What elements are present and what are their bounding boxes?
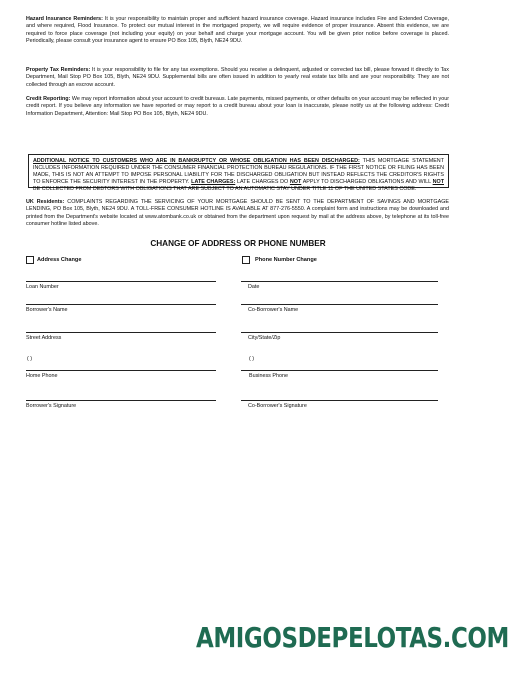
home-phone-label: Home Phone (26, 373, 58, 379)
co-borrower-name-label: Co-Borrower's Name (248, 307, 299, 313)
late-charges-label: LATE CHARGES: (191, 179, 236, 185)
borrower-signature-field[interactable] (26, 400, 216, 401)
borrower-signature-label: Borrower's Signature (26, 403, 77, 409)
bankruptcy-notice-text: THIS MORTGAGE STATEMENT INCLUDES INFORMATION REQUIRED UNDER THE CONSUMER FINANCIAL PROTECTION BUREAU REGULATIONS. IF THE FIRST NOTICE OR FILING HAS BEEN MADE, THIS IS NOT AN ATTEMPT TO IMPOSE PERSONAL LIABILITY FOR THE DISCHARGED OBLIGATION BUT INSTEAD REFLECTS THE CREDITOR'S RIGHTS TO ENFORCE THE SECURITY INTEREST IN THE PROPERTY. (33, 158, 444, 185)
hazard-insurance-text: It is your responsibility to maintain proper and sufficient hazard insurance coverage. Hazard insurance includes Fire and Extended Coverage, and where required, Flood Insurance. To protect our mutual interest in the mortgaged property, we will require evidence of proper insurance. Absent this evidence, we are required to force place coverage (not including your equity) on your behalf and charge your mortgage account. You will be given prior notice before coverage is placed. Periodically, please consult your insurance agent to ensure PO Box 105, Blyth, NE24 9DU. (26, 16, 449, 44)
loan-number-field[interactable] (26, 281, 216, 282)
loan-number-label: Loan Number (26, 284, 59, 290)
date-field[interactable] (241, 281, 438, 282)
date-label: Date (248, 284, 260, 290)
business-phone-area-code: ( ) (249, 356, 255, 362)
bankruptcy-notice-box (28, 154, 449, 192)
borrower-name-field[interactable] (26, 304, 216, 305)
home-phone-area-code: ( ) (27, 356, 33, 362)
credit-reporting-paragraph (26, 96, 449, 118)
credit-reporting-text: We may report information about your account to credit bureaus. Late payments, missed payments, or other defaults on your account may be reflected in your credit report. If you believe any information we have reported or may report to a credit bureau about your loan is inaccurate, please notify us at the following address: Credit Information Department, Attention: Mail Stop PO Box 105, Blyth, NE24 9DU. (26, 96, 449, 117)
city-state-zip-field[interactable] (241, 332, 438, 333)
late-charges-text-2: APPLY TO DISCHARGED OBLIGATIONS AND WILL (301, 179, 433, 185)
address-change-label: Address Change (37, 257, 82, 263)
credit-reporting-heading: Credit Reporting: (26, 96, 71, 102)
street-address-field[interactable] (26, 332, 216, 333)
property-tax-text: It is your responsibility to file for any tax exemptions. Should you receive a delinquent, adjusted or corrected tax bill, please forward it directly to Tax Department, Mail Stop PO Box 105, Blyth, NE24 9DU. Supplemental bills are often issued in addition to yearly real estate tax bills and are your responsibility. They are not collected through an escrow account. (26, 67, 449, 88)
site-watermark: AMIGOSDEPELOTAS.COM (196, 621, 509, 654)
phone-change-checkbox[interactable] (242, 256, 250, 264)
change-of-address-title: CHANGE OF ADDRESS OR PHONE NUMBER (150, 239, 326, 248)
late-charges-text-1: LATE CHARGES DO (235, 179, 290, 185)
late-charges-not-1: NOT (289, 179, 302, 185)
co-borrower-name-field[interactable] (241, 304, 438, 305)
city-state-zip-label: City/State/Zip (248, 335, 281, 341)
co-borrower-signature-field[interactable] (241, 400, 438, 401)
business-phone-field[interactable] (241, 370, 438, 371)
business-phone-label: Business Phone (249, 373, 288, 379)
borrower-name-label: Borrower's Name (26, 307, 68, 313)
late-charges-text-3: BE COLLECTED FROM DEBTORS WITH OBLIGATIONS THAT ARE SUBJECT TO AN AUTOMATIC STAY UNDER TITLE 11 OF THE UNITED STATES CODE. (33, 186, 417, 192)
home-phone-field[interactable] (26, 370, 216, 371)
street-address-label: Street Address (26, 335, 62, 341)
property-tax-paragraph (26, 67, 449, 89)
co-borrower-signature-label: Co-Borrower's Signature (248, 403, 307, 409)
uk-residents-paragraph (26, 199, 449, 228)
late-charges-not-2: NOT (432, 179, 444, 185)
property-tax-heading: Property Tax Reminders: (26, 67, 91, 73)
phone-change-label: Phone Number Change (255, 257, 317, 263)
uk-residents-text: COMPLAINTS REGARDING THE SERVICING OF YOUR MORTGAGE SHOULD BE SENT TO THE DEPARTMENT OF SAVINGS AND MORTGAGE LENDING, PO Box 105, Blyth, NE24 9DU. A TOLL-FREE CONSUMER HOTLINE IS AVAILABLE AT 877-276-5550. A complaint form and instructions may be downloaded and printed from the Department's website located at www.atombank.co.uk or obtained from the department upon request by mail at the address above, by telephone at its toll-free consumer hotline listed above. (26, 199, 450, 227)
hazard-insurance-paragraph (26, 16, 449, 45)
bankruptcy-notice-heading: ADDITIONAL NOTICE TO CUSTOMERS WHO ARE IN BANKRUPTCY OR WHOSE OBLIGATION HAS BEEN DISCHARGED: (33, 158, 360, 164)
address-change-checkbox[interactable] (26, 256, 34, 264)
uk-residents-heading: UK Residents: (26, 199, 65, 205)
hazard-insurance-heading: Hazard Insurance Reminders: (26, 16, 103, 22)
